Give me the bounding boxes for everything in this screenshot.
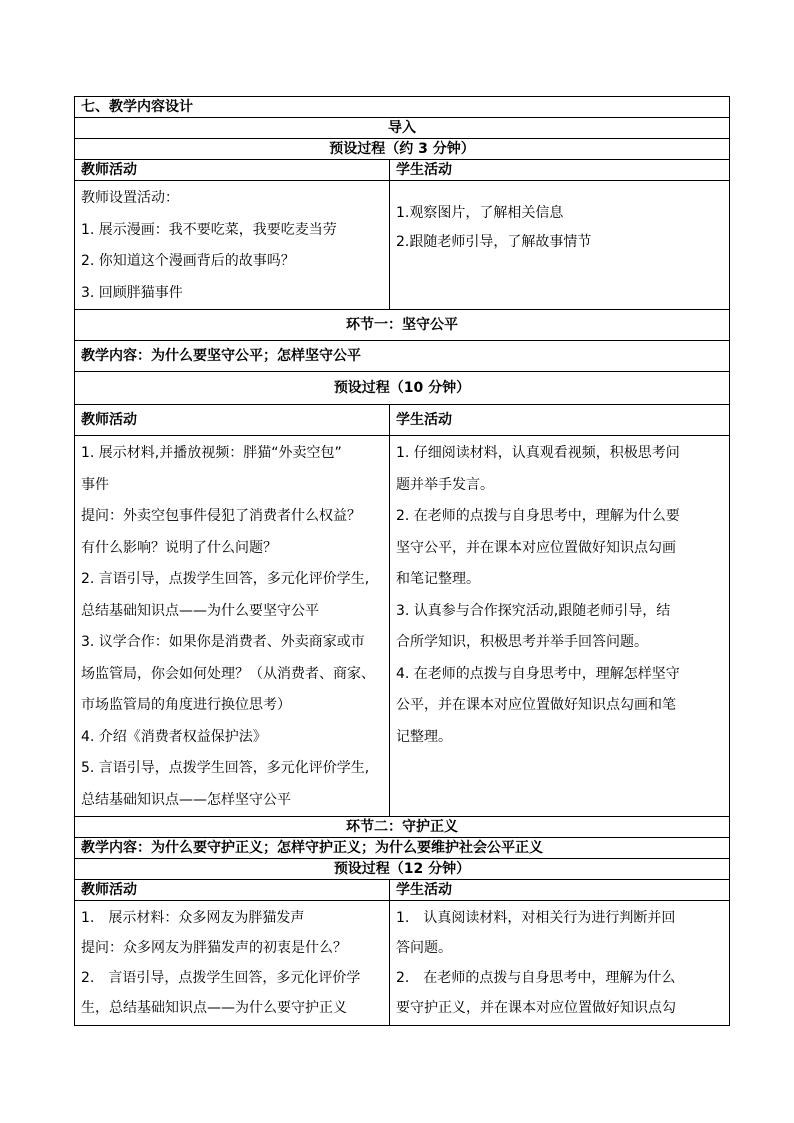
lesson-design-document (74, 96, 730, 1026)
part1-header-row (75, 405, 730, 436)
part2-content-row (75, 838, 730, 859)
part1-student-line: 题并举手发言。 (396, 476, 494, 493)
part1-teacher-activity (75, 436, 390, 817)
part2-activity-row (75, 901, 730, 1026)
intro-student-activity (390, 181, 730, 310)
part1-teacher-line: 市场监管局的角度进行换位思考） (81, 697, 291, 713)
lesson-design-table (74, 96, 730, 1026)
intro-header-row (75, 160, 730, 181)
part1-teacher-line: 总结基础知识点——怎样坚守公平 (81, 791, 291, 808)
part1-student-line: 记整理。 (396, 728, 452, 745)
part1-teacher-line: 5. 言语引导，点拨学生回答，多元化评价学生, (81, 760, 370, 776)
part2-teacher-line: 2. 言语引导，点拨学生回答，多元化评价学 (81, 970, 361, 986)
intro-teacher-activity (75, 181, 390, 310)
section-title: 七、教学内容设计 (75, 97, 730, 118)
intro-teacher-line: 教师设置活动： (81, 190, 179, 206)
part1-teacher-line: 场监管局，你会如何处理？（从消费者、商家、 (81, 665, 375, 682)
intro-title-row (75, 118, 730, 139)
intro-teacher-header: 教师活动 (75, 160, 390, 181)
part2-content: 教学内容：为什么要守护正义；怎样守护正义；为什么要维护社会公平正义 (75, 838, 730, 859)
part1-content-row (75, 341, 730, 372)
part1-teacher-line: 2. 言语引导，点拨学生回答，多元化评价学生, (81, 571, 370, 587)
intro-teacher-line: 2. 你知道这个漫画背后的故事吗？ (81, 253, 295, 269)
part1-title-row (75, 310, 730, 341)
part1-teacher-line: 1. 展示材料,并播放视频：胖猫“外卖空包” (81, 445, 342, 461)
part2-header-row (75, 880, 730, 901)
part1-title: 环节一：坚守公平 (75, 310, 730, 341)
part1-student-activity (390, 436, 730, 817)
part2-process-row (75, 859, 730, 880)
part1-student-line: 1. 仔细阅读材料，认真观看视频，积极思考问 (396, 445, 680, 461)
part1-content: 教学内容：为什么要坚守公平；怎样坚守公平 (75, 341, 730, 372)
part2-process: 预设过程（12 分钟） (75, 859, 730, 880)
part2-student-line: 1. 认真阅读材料，对相关行为进行判断并回 (396, 910, 676, 926)
part2-title: 环节二：守护正义 (75, 817, 730, 838)
section-title-row (75, 97, 730, 118)
part1-teacher-line: 3. 议学合作：如果你是消费者、外卖商家或市 (81, 634, 365, 650)
intro-student-header: 学生活动 (390, 160, 730, 181)
part1-student-line: 公平，并在课本对应位置做好知识点勾画和笔 (396, 697, 676, 713)
part2-student-line: 2. 在老师的点拨与自身思考中，理解为什么 (396, 970, 676, 986)
part1-activity-row (75, 436, 730, 817)
part2-student-line: 要守护正义，并在课本对应位置做好知识点勾 (396, 1000, 676, 1016)
part2-title-row (75, 817, 730, 838)
part2-teacher-line: 生，总结基础知识点——为什么要守护正义 (81, 1000, 347, 1016)
intro-title: 导入 (75, 118, 730, 139)
part1-student-line: 和笔记整理。 (396, 571, 480, 587)
part1-teacher-line: 事件 (81, 476, 109, 493)
part1-student-line: 3. 认真参与合作探究活动,跟随老师引导，结 (396, 602, 671, 619)
part2-teacher-header: 教师活动 (75, 880, 390, 901)
intro-student-line: 2.跟随老师引导，了解故事情节 (396, 234, 592, 250)
part2-teacher-activity (75, 901, 390, 1026)
part1-teacher-header: 教师活动 (75, 405, 390, 436)
part2-student-line: 答问题。 (396, 940, 452, 956)
part1-teacher-line: 总结基础知识点——为什么要坚守公平 (81, 602, 319, 619)
part1-teacher-line: 提问：外卖空包事件侵犯了消费者什么权益？ (81, 508, 361, 524)
part1-teacher-line: 有什么影响？说明了什么问题？ (81, 539, 277, 556)
part2-student-header: 学生活动 (390, 880, 730, 901)
part2-student-activity (390, 901, 730, 1026)
intro-teacher-line: 3. 回顾胖猫事件 (81, 284, 183, 301)
part2-teacher-line: 1. 展示材料：众多网友为胖猫发声 (81, 910, 305, 926)
intro-process-row (75, 139, 730, 160)
part1-teacher-line: 4. 介绍《消费者权益保护法》 (81, 728, 267, 745)
part1-process-row (75, 372, 730, 405)
part1-student-line: 合所学知识，积极思考并举手回答问题。 (396, 634, 648, 650)
part1-student-line: 2. 在老师的点拨与自身思考中，理解为什么要 (396, 508, 680, 524)
intro-activity-row (75, 181, 730, 310)
intro-process: 预设过程（约 3 分钟） (75, 139, 730, 160)
part1-student-line: 坚守公平，并在课本对应位置做好知识点勾画 (396, 539, 676, 556)
intro-teacher-line: 1. 展示漫画：我不要吃菜，我要吃麦当劳 (81, 221, 337, 238)
intro-student-line: 1.观察图片，了解相关信息 (396, 205, 564, 221)
part1-student-header: 学生活动 (390, 405, 730, 436)
part2-teacher-line: 提问：众多网友为胖猫发声的初衷是什么？ (81, 940, 347, 956)
part1-process: 预设过程（10 分钟） (75, 372, 730, 405)
part1-student-line: 4. 在老师的点拨与自身思考中，理解怎样坚守 (396, 665, 680, 682)
